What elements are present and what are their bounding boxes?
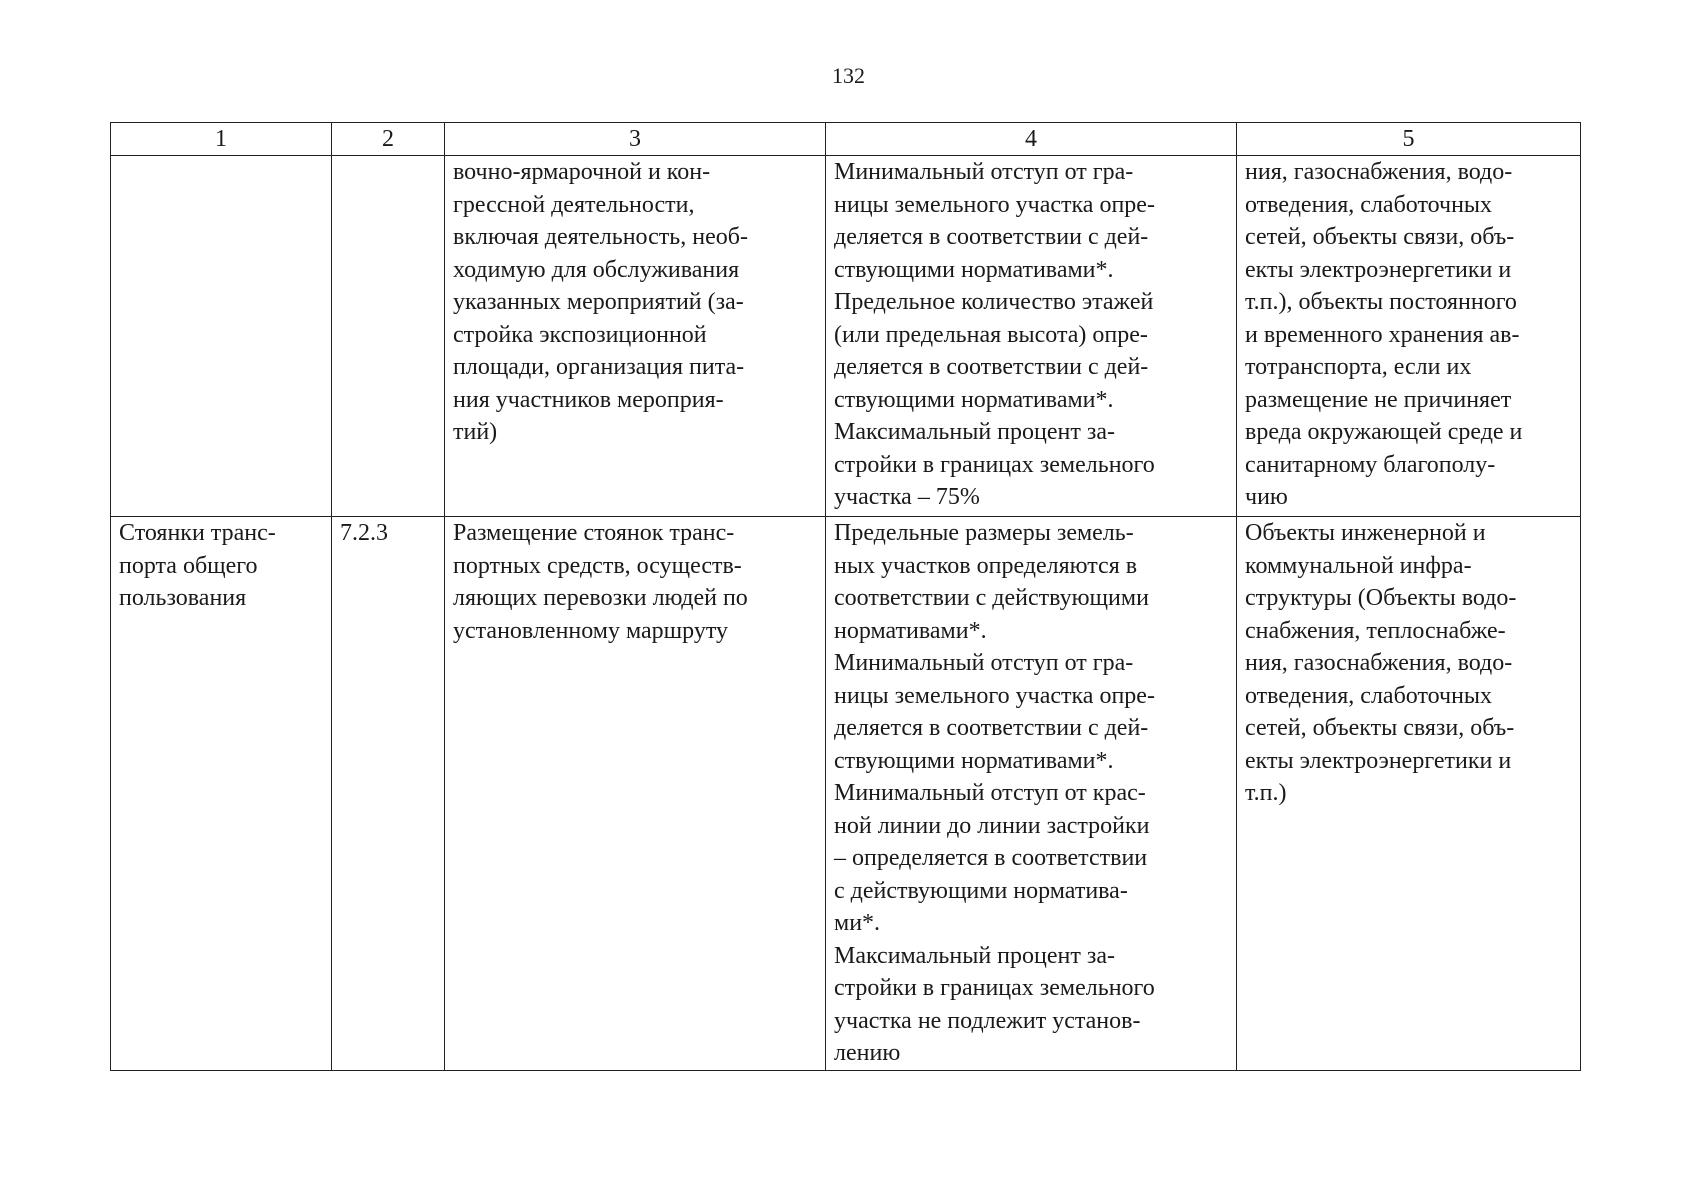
cell-text-line: включая деятельность, необ-: [453, 224, 748, 250]
cell-auxiliary-uses: [1237, 156, 1581, 517]
column-header-2: 2: [332, 123, 445, 156]
cell-text-line: Минимальный отступ от гра-: [834, 650, 1134, 676]
cell-description: [445, 517, 826, 1071]
cell-text-line: екты электроэнергетики и: [1245, 747, 1512, 774]
table-row: [111, 156, 1581, 517]
cell-text-line: (или предельная высота) опре-: [834, 321, 1148, 348]
cell-text-line: – определяется в соответствии: [834, 845, 1148, 871]
cell-text-line: Максимальный процент за-: [834, 419, 1115, 445]
cell-text-line: коммунальной инфра-: [1245, 552, 1472, 579]
cell-text-line: ствующими нормативами*.: [834, 256, 1114, 283]
cell-text-line: деляется в соответствии с дей-: [834, 354, 1149, 380]
cell-text-line: ствующими нормативами*.: [834, 386, 1114, 413]
cell-text-line: структуры (Объекты водо-: [1245, 585, 1517, 611]
cell-text-line: порта общего: [119, 552, 258, 579]
cell-text-line: участка – 75%: [834, 484, 980, 510]
cell-text-line: вреда окружающей среде и: [1245, 419, 1523, 445]
cell-text-line: вочно-ярмарочной и кон-: [453, 159, 711, 185]
cell-text-line: Стоянки транс-: [119, 520, 276, 546]
cell-text-line: санитарному благополу-: [1245, 451, 1496, 478]
cell-text-line: нормативами*.: [834, 617, 987, 644]
cell-text-line: екты электроэнергетики и: [1245, 256, 1512, 283]
cell-text-line: грессной деятельности,: [453, 191, 695, 218]
cell-text-line: ных участков определяются в: [834, 552, 1138, 579]
cell-parameters: [826, 517, 1237, 1071]
cell-text-line: пользования: [119, 585, 247, 611]
cell-text-line: стройки в границах земельного: [834, 451, 1155, 478]
cell-text-line: ляющих перевозки людей по: [453, 585, 748, 611]
cell-text-line: ния, газоснабжения, водо-: [1245, 159, 1513, 185]
cell-text-line: площади, организация пита-: [453, 354, 745, 380]
cell-text-line: Минимальный отступ от гра-: [834, 159, 1134, 185]
cell-text-line: деляется в соответствии с дей-: [834, 715, 1149, 741]
cell-text-line: Размещение стоянок транс-: [453, 520, 735, 546]
cell-text-line: сетей, объекты связи, объ-: [1245, 715, 1515, 741]
column-header-3: 3: [445, 123, 826, 156]
cell-text-line: Максимальный процент за-: [834, 942, 1115, 969]
cell-text-line: стройки в границах земельного: [834, 975, 1155, 1001]
cell-text-line: Объекты инженерной и: [1245, 520, 1486, 546]
cell-text-line: установленному маршруту: [453, 617, 729, 644]
cell-text-line: сетей, объекты связи, объ-: [1245, 224, 1515, 250]
column-header-1: 1: [111, 123, 332, 156]
cell-text-line: тотранспорта, если их: [1245, 354, 1472, 380]
cell-code: [332, 517, 445, 1071]
cell-land-use-name: [111, 156, 332, 517]
cell-text-line: отведения, слаботочных: [1245, 191, 1493, 218]
column-header-5: 5: [1237, 123, 1581, 156]
cell-text-line: ния, газоснабжения, водо-: [1245, 650, 1513, 676]
cell-text-line: портных средств, осуществ-: [453, 552, 742, 579]
cell-text-line: с действующими норматива-: [834, 877, 1128, 904]
cell-text-line: чию: [1245, 484, 1288, 510]
cell-text-line: ницы земельного участка опре-: [834, 682, 1155, 709]
table-row: [111, 517, 1581, 1071]
cell-land-use-name: [111, 517, 332, 1071]
cell-text-line: т.п.): [1245, 780, 1287, 806]
cell-text-line: снабжения, теплоснабже-: [1245, 617, 1506, 644]
column-header-4: 4: [826, 123, 1237, 156]
cell-text-line: ходимую для обслуживания: [453, 256, 740, 283]
cell-text-line: Предельное количество этажей: [834, 289, 1154, 315]
cell-parameters: [826, 156, 1237, 517]
cell-text-line: размещение не причиняет: [1245, 386, 1512, 413]
cell-auxiliary-uses: [1237, 517, 1581, 1071]
cell-text-line: соответствии с действующими: [834, 585, 1149, 611]
table-header-row: [111, 123, 1581, 156]
cell-text-line: Предельные размеры земель-: [834, 520, 1134, 546]
cell-text-line: ницы земельного участка опре-: [834, 191, 1155, 218]
land-use-table: [110, 122, 1581, 1071]
cell-text-line: Минимальный отступ от крас-: [834, 780, 1146, 806]
cell-code: [332, 156, 445, 517]
cell-text-line: и временного хранения ав-: [1245, 321, 1520, 348]
cell-text-line: ния участников мероприя-: [453, 386, 724, 413]
cell-text-line: отведения, слаботочных: [1245, 682, 1493, 709]
cell-text-line: стройка экспозиционной: [453, 321, 707, 348]
cell-description: [445, 156, 826, 517]
cell-text-line: ствующими нормативами*.: [834, 747, 1114, 774]
cell-text-line: т.п.), объекты постоянного: [1245, 289, 1517, 315]
cell-text-line: лению: [834, 1040, 901, 1066]
cell-text-line: тий): [453, 419, 498, 445]
cell-text-line: участка не подлежит установ-: [834, 1007, 1141, 1034]
page-number: 132: [832, 63, 865, 88]
cell-text-line: ми*.: [834, 910, 881, 936]
cell-text-line: 7.2.3: [340, 520, 388, 546]
cell-text-line: деляется в соответствии с дей-: [834, 224, 1149, 250]
cell-text-line: ной линии до линии застройки: [834, 812, 1150, 839]
cell-text-line: указанных мероприятий (за-: [453, 289, 744, 315]
